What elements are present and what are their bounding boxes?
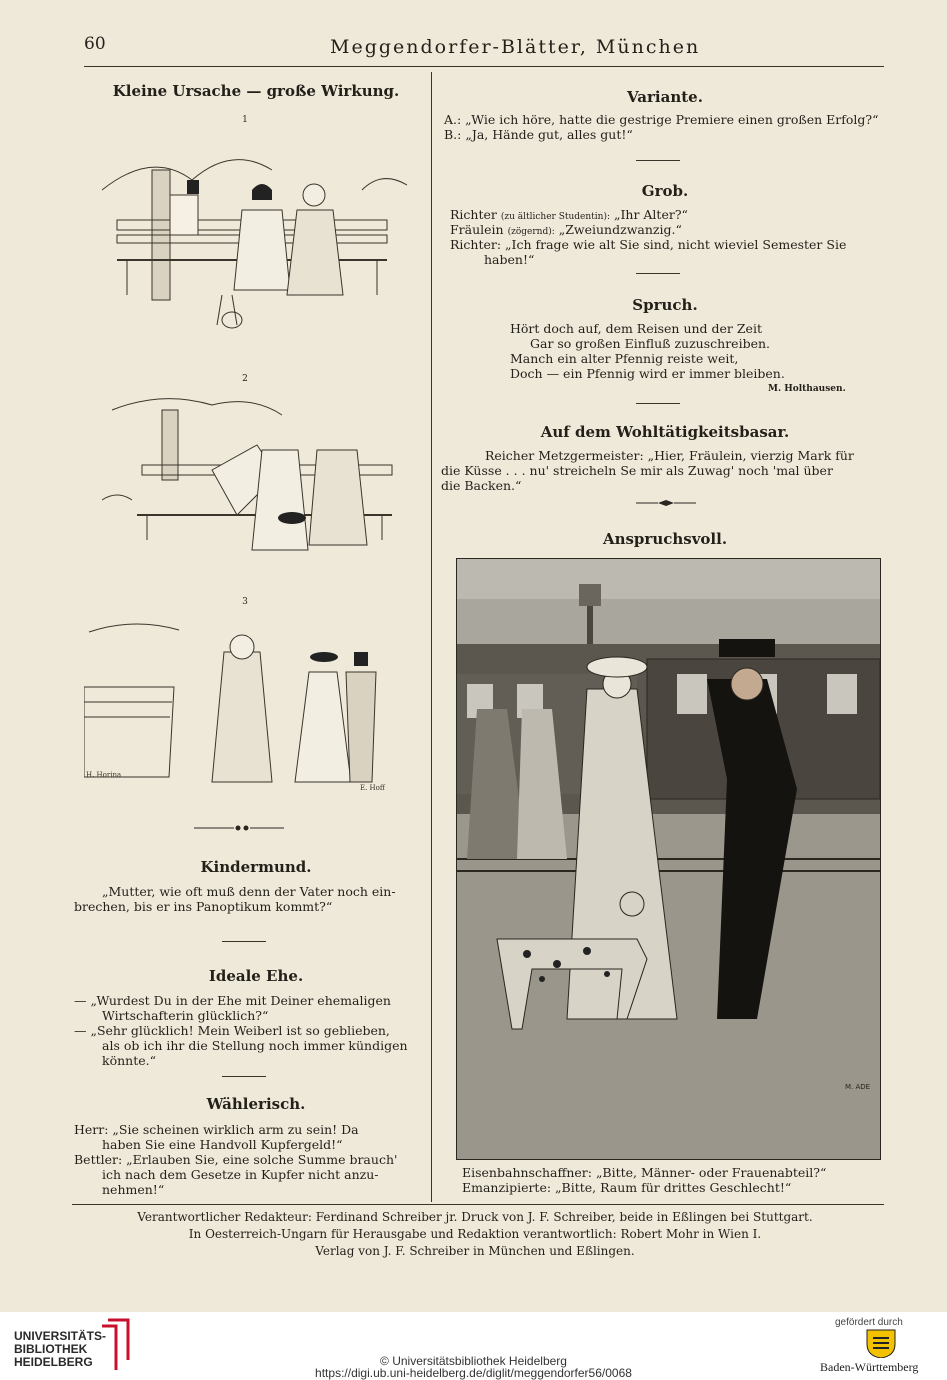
basar-title: Auf dem Wohltätigkeitsbasar.: [540, 423, 790, 441]
ideale-ehe-line-1: — „Wurdest Du in der Ehe mit Deiner ehemaligen: [74, 993, 391, 1008]
spruch-line-3: Manch ein alter Pfennig reiste weit,: [510, 351, 739, 366]
magazine-title: Meggendorfer-Blätter, München: [330, 36, 701, 58]
railway-scene: [457, 559, 880, 1159]
caption-line-1: Eisenbahnschaffner: „Bitte, Männer- oder Frauenabteil?“: [462, 1165, 827, 1180]
waehlerisch-line-1: Herr: „Sie scheinen wirklich arm zu sein! Da: [74, 1122, 359, 1137]
waehlerisch-line-5: nehmen!“: [102, 1182, 165, 1197]
comic-panel-1: [92, 130, 407, 345]
basar-line-1: Reicher Metzgermeister: „Hier, Fräulein, vierzig Mark für: [485, 448, 854, 463]
separator: [636, 160, 680, 161]
kindermund-title: Kindermund.: [200, 858, 312, 876]
panel-number-3: 3: [242, 597, 248, 607]
kindermund-line-2: brechen, bis er ins Panoptikum kommt?“: [74, 899, 333, 914]
ub-logo-text: UNIVERSITÄTS- BIBLIOTHEK HEIDELBERG: [14, 1329, 107, 1369]
separator: [222, 1076, 266, 1077]
ornament-divider-right: [636, 498, 696, 508]
footer-rule: [72, 1204, 884, 1205]
anspruchsvoll-title: Anspruchsvoll.: [602, 530, 728, 548]
separator: [636, 273, 680, 274]
grob-text-2: „Zweiundzwanzig.“: [558, 222, 682, 237]
waehlerisch-line-2: haben Sie eine Handvoll Kupfergeld!“: [102, 1137, 343, 1152]
copyright-notice: © Universitätsbibliothek Heidelberg: [380, 1354, 567, 1368]
spruch-author: M. Holthausen.: [768, 384, 846, 394]
sponsor-label: gefördert durch: [835, 1317, 903, 1328]
comic-title: Kleine Ursache — große Wirkung.: [112, 82, 400, 100]
grob-note-1: (zu ältlicher Studentin):: [500, 212, 610, 222]
waehlerisch-title: Wählerisch.: [206, 1095, 306, 1113]
variante-line-1: A.: „Wie ich höre, hatte die gestrige Premiere einen großen Erfolg?“: [444, 112, 879, 127]
comic-panel-2: [92, 390, 407, 560]
permalink-url[interactable]: https://digi.ub.uni-heidelberg.de/diglit/meggendorfer56/0068: [315, 1366, 632, 1380]
basar-line-3: die Backen.“: [441, 478, 522, 493]
spruch-title: Spruch.: [632, 296, 698, 314]
ideale-ehe-line-2: Wirtschafterin glücklich?“: [102, 1008, 269, 1023]
column-divider: [431, 72, 432, 1202]
page-number: 60: [84, 34, 106, 54]
imprint-line-2: In Oesterreich-Ungarn für Herausgabe und Redaktion verantwortlich: Robert Mohr in Wien I.: [188, 1227, 762, 1241]
panel-number-2: 2: [242, 374, 248, 384]
header-rule: [84, 66, 884, 67]
baden-wuerttemberg-crest-icon: [864, 1328, 898, 1358]
grob-text-1: „Ihr Alter?“: [613, 207, 688, 222]
separator: [636, 403, 680, 404]
comic-panel-3: [84, 612, 406, 797]
grob-line-3: Richter: „Ich frage wie alt Sie sind, nicht wieviel Semester Sie: [450, 237, 847, 252]
illustration-signature: M. ADE: [845, 1083, 871, 1091]
ornament-divider-left: [194, 823, 284, 833]
grob-title: Grob.: [641, 182, 689, 200]
imprint-line-3: Verlag von J. F. Schreiber in München und Eßlingen.: [315, 1244, 635, 1258]
waehlerisch-line-3: Bettler: „Erlauben Sie, eine solche Summe brauch': [74, 1152, 398, 1167]
kindermund-line-1: „Mutter, wie oft muß denn der Vater noch ein-: [102, 884, 396, 899]
artist-signature-right: E. Hoff: [360, 784, 385, 792]
variante-line-2: B.: „Ja, Hände gut, alles gut!“: [444, 127, 633, 142]
ideale-ehe-line-3: — „Sehr glücklich! Mein Weiberl ist so geblieben,: [74, 1023, 390, 1038]
spruch-line-2: Gar so großen Einfluß zuzuschreiben.: [530, 336, 770, 351]
ideale-ehe-line-5: könnte.“: [102, 1053, 156, 1068]
grob-speaker-2: Fräulein: [450, 222, 504, 237]
basar-line-2: die Küsse . . . nu' streicheln Se mir als Zuwag' noch 'mal über: [441, 463, 833, 478]
panel-number-1: 1: [242, 115, 248, 125]
variante-title: Variante.: [627, 88, 703, 106]
waehlerisch-line-4: ich nach dem Gesetze in Kupfer nicht anzu-: [102, 1167, 379, 1182]
railway-illustration: [456, 558, 881, 1160]
grob-line-4: haben!“: [484, 252, 535, 267]
grob-speaker-1: Richter: [450, 207, 497, 222]
ideale-ehe-line-4: als ob ich ihr die Stellung noch immer kündigen: [102, 1038, 408, 1053]
artist-signature-left: H. Horina: [86, 771, 122, 779]
ideale-ehe-title: Ideale Ehe.: [208, 967, 304, 985]
sponsor-name: Baden-Württemberg: [820, 1360, 919, 1374]
spruch-line-4: Doch — ein Pfennig wird er immer bleiben.: [510, 366, 785, 381]
imprint-line-1: Verantwortlicher Redakteur: Ferdinand Schreiber jr. Druck von J. F. Schreiber, beide in Eßlingen bei Stuttgart.: [137, 1210, 813, 1224]
grob-note-2: (zögernd):: [507, 227, 555, 237]
caption-line-2: Emanzipierte: „Bitte, Raum für drittes Geschlecht!“: [462, 1180, 792, 1195]
separator: [222, 941, 266, 942]
spruch-line-1: Hört doch auf, dem Reisen und der Zeit: [510, 321, 762, 336]
